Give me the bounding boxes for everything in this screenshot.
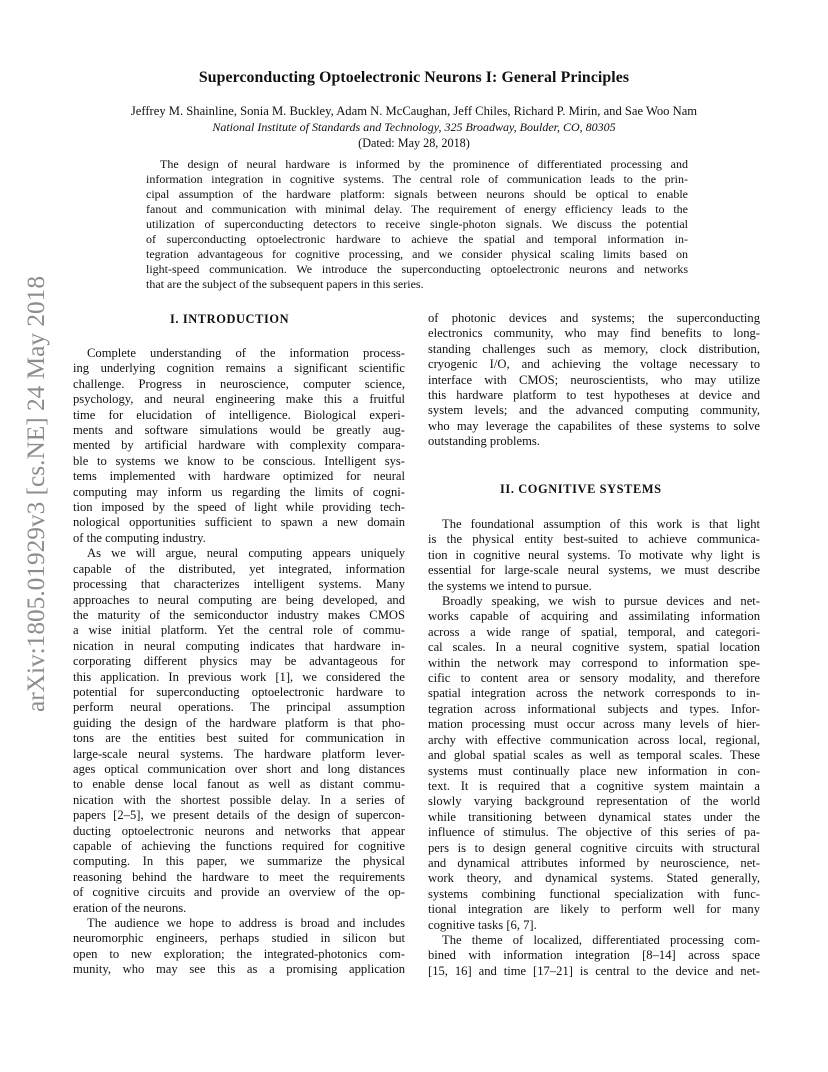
body-line: time for elucidation of intelligence. Biological experi- [73,407,405,422]
body-line: As we will argue, neural computing appears uniquely [87,546,405,561]
body-line: ing underlying cognition remains a significant scientific [73,361,405,376]
body-line: corporating different physics may be advantageous for [73,654,405,669]
body-line: essential for large-scale neural systems, we must describe [428,563,760,578]
body-line: and dynamical attributes informed by neuroscience, net- [428,855,760,870]
abstract-line: tegration advantageous for cognitive processing, and we consider physical scaling limits based on [146,247,688,261]
right-column-body-section2 [428,517,760,979]
body-line: open to new exploration; the integrated-photonics com- [73,946,405,961]
body-line: psychology, and neural engineering make this a fruitful [73,392,405,407]
arxiv-identifier[interactable] [22,276,50,712]
body-line: cal scales. In a neural cognitive system, spatial location [428,640,760,655]
body-line: while transitioning between dynamical states under the [428,809,760,824]
body-line-with-citation: papers [2–5], we present details of the design of supercon- [73,808,405,823]
body-line: standing challenges such as memory, clock distribution, [428,341,760,356]
body-line: The theme of localized, differentiated processing com- [442,932,760,947]
abstract-line: utilization of superconducting detectors to receive single-photon signals. We discuss the potential [146,217,688,231]
body-line: potential for superconducting optoelectronic hardware to [73,684,405,699]
body-line: of the computing industry. [73,530,206,545]
body-line: pers is to design general cognitive circuits with structural [428,840,760,855]
body-line: neuromorphic engineers, perhaps studied in silicon but [73,931,405,946]
body-line: computing may inform us regarding the limits of cogni- [73,484,405,499]
date-line: (Dated: May 28, 2018) [358,136,470,150]
body-line: works capable of acquiring and assimilating information [428,609,760,624]
right-column-body [428,311,760,450]
body-line: Complete understanding of the information process- [87,346,405,360]
abstract-line: that are the subject of the subsequent papers in this series. [146,277,424,291]
body-line: cific to content area or sensory modality, and therefore [428,671,760,686]
body-line: this hardware platform to test hypotheses at device and [428,388,760,403]
body-line: is the physical entity best-suited to achieve communica- [428,532,760,547]
paper-title: Superconducting Optoelectronic Neurons I: General Principles [198,69,630,86]
section-heading-cognitive-systems: II. COGNITIVE SYSTEMS [500,482,662,496]
body-line: across a wide range of spatial, temporal, and categori- [428,624,760,639]
body-line: tegration across informational subjects and types. Infor- [428,701,760,716]
body-line: capable of the distributed, yet integrated, information [73,561,405,576]
abstract-line: information integration in cognitive systems. The central role of communication leads to the prin- [146,172,688,186]
body-line: tion imposed by the speed of light while providing tech- [73,500,405,515]
body-line: tems implemented with hardware optimized for neural [73,469,405,484]
body-line: work theory, and dynamical systems. Stated generally, [428,871,760,886]
abstract-line: cipal assumption of the hardware platform: signals between neurons should be optical to enable [146,187,688,201]
arxiv-identifier-text: arXiv:1805.01929v3 [cs.NE] 24 May 2018 [23,281,50,712]
abstract-line: of superconducting optoelectronic hardware to achieve the spatial and temporal information in- [146,232,688,246]
body-line: processing that characterizes intelligent systems. Many [73,577,405,592]
body-line: The foundational assumption of this work is that light [442,517,760,531]
body-line-with-citation: bined with information integration [8–14] across space [428,948,760,963]
body-line: and global spatial scales as well as temporal scales. These [428,748,760,763]
body-line: Broadly speaking, we wish to pursue devices and net- [442,594,760,609]
body-line: slowly varying background representation of the world [428,794,760,809]
body-line-with-citation: cognitive tasks [6, 7]. [428,917,537,932]
left-column-body [73,346,405,978]
body-line: archy with effective communication across local, regional, [428,732,760,747]
body-line: tons are the entities best suited for communication in [73,731,405,746]
abstract-line: The design of neural hardware is informed by the prominence of differentiated processing and [160,157,688,171]
body-line: who may leverage the capabilites of these systems to solve [428,418,760,433]
abstract-line: light-speed communication. We introduce the superconducting optoelectronic neurons and networks [146,262,688,276]
body-line: spatial integration across the network corresponds to in- [428,686,760,701]
body-line: munity, who may see this as a promising application [73,962,405,977]
body-line: large-scale neural systems. The hardware platform lever- [73,746,405,761]
abstract-line: fanout and communication with minimal delay. The requirement of energy efficiency leads to the [146,202,688,216]
body-line: approaches to neural computing are being developed, and [73,592,405,607]
body-line: to enable dense local fanout as well as distant commu- [73,777,405,792]
body-line: cryogenic I/O, and achieving the voltage necessary to [428,357,760,372]
body-line: influence of stimulus. The objective of this series of pa- [428,825,760,840]
body-line: perform neural operations. The principal assumption [73,700,405,715]
body-line: ments and software simulations would be greatly aug- [73,423,405,438]
body-line: the maturity of the semiconductor industry makes CMOS [73,607,405,622]
abstract [146,157,688,292]
body-line: a wise initial platform. Yet the central role of commu- [73,623,405,638]
body-line: the systems we intend to pursue. [428,578,592,593]
body-line: ble to systems we know to be conscious. Intelligent sys- [73,453,405,468]
body-line: electronics community, who may find benefits to long- [428,326,760,341]
body-line: mented by artificial hardware with complexity compara- [73,438,405,453]
body-line: nication in neural computing indicates that hardware in- [73,638,405,653]
body-line: tional integration are likely to perform well for many [428,902,760,917]
body-line: systems must continually place new information in con- [428,763,760,778]
author-list: Jeffrey M. Shainline, Sonia M. Buckley, Adam N. McCaughan, Jeff Chiles, Richard P. Mirin, and Sae Woo Nam [130,104,698,118]
body-line: nological opportunities sufficient to spawn a new domain [73,515,405,530]
body-line: The audience we hope to address is broad and includes [87,916,405,931]
body-line: guiding the design of the hardware platform is that pho- [73,715,405,730]
section-heading-introduction: I. INTRODUCTION [170,312,290,326]
body-line: text. It is required that a cognitive system maintain a [428,778,760,793]
body-line: outstanding problems. [428,434,540,449]
body-line: of cognitive circuits and provide an overview of the op- [73,885,405,900]
body-line: reasoning behind the hardware to meet the requirements [73,869,405,884]
body-line: computing. In this paper, we summarize the physical [73,854,405,869]
body-line: within the network may correspond to information spe- [428,655,760,670]
body-line: systems combining functional specialization with func- [428,886,760,901]
body-line: interface with CMOS; neuroscientists, who may utilize [428,372,760,387]
body-line: ages optical communication over short and long distances [73,761,405,776]
body-line: mation processing must occur across many levels of hier- [428,717,760,732]
affiliation: National Institute of Standards and Technology, 325 Broadway, Boulder, CO, 80305 [212,120,616,134]
body-line: tion in cognitive neural systems. To motivate why light is [428,547,760,562]
body-line: eration of the neurons. [73,900,187,915]
body-line: capable of achieving the functions required for cognitive [73,839,405,853]
body-line-with-citation: [15, 16] and time [17–21] is central to the device and net- [428,963,760,978]
body-line: ducting optoelectronic neurons and networks that appear [73,823,405,838]
body-line: of photonic devices and systems; the superconducting [428,311,760,325]
body-line-with-citation: this application. In previous work [1], we considered the [73,669,405,684]
body-line: nication with the shortest possible delay. In a series of [73,792,405,807]
body-line: challenge. Progress in neuroscience, computer science, [73,376,405,391]
body-line: system levels; and the advanced computing community, [428,403,760,418]
